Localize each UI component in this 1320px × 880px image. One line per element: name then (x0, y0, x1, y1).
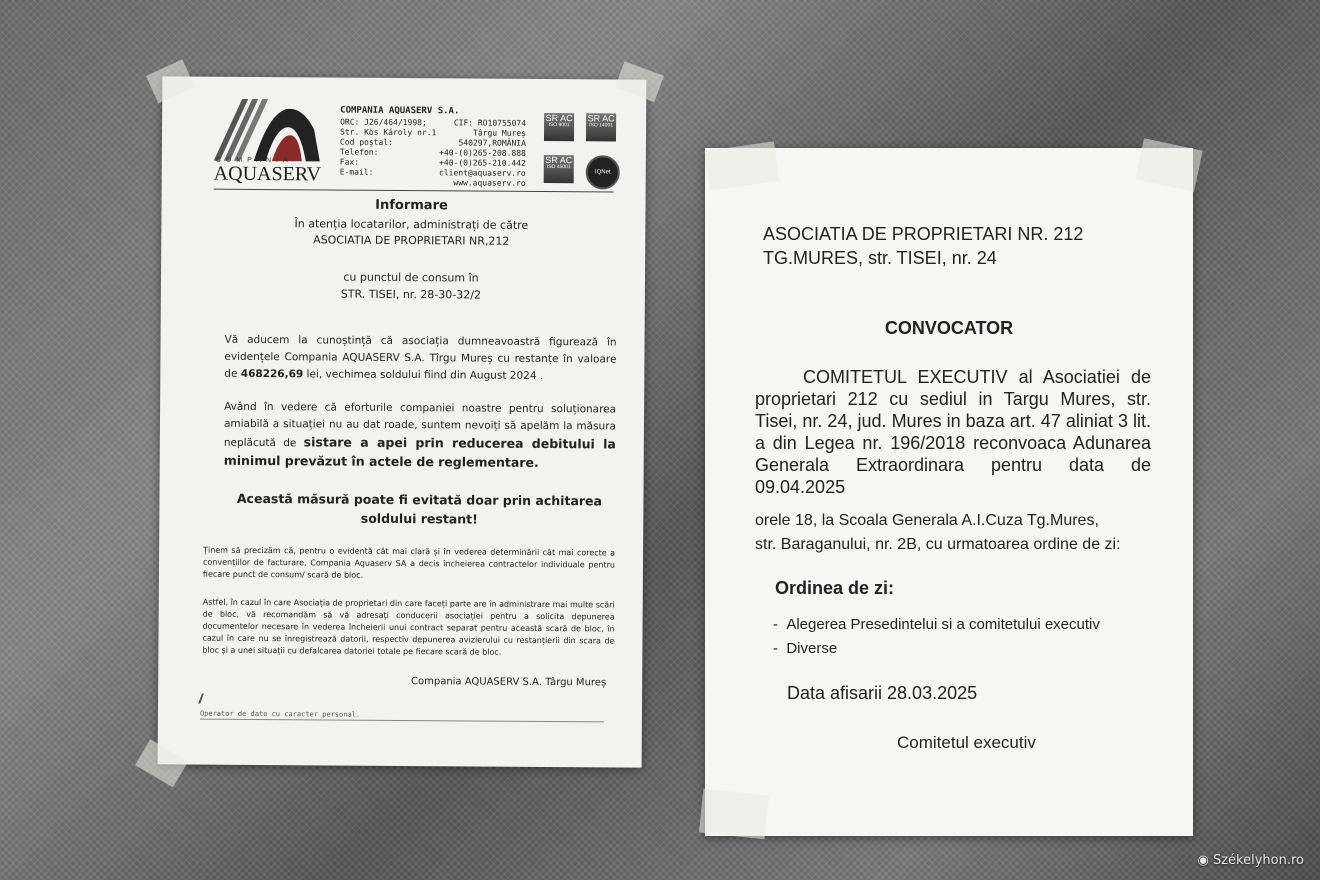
attention-line-1: În atenția locatarilor, administrați de către (294, 217, 529, 232)
agenda-item-text: Diverse (786, 640, 838, 657)
postal-label: Cod poștal: (339, 137, 393, 147)
paragraph-measure (224, 399, 616, 474)
watermark-logo-icon: ◉ (1197, 853, 1209, 868)
convocation-street: str. Baraganului, nr. 2B, cu urmatoarea ordine de zi: (755, 536, 1121, 553)
small-paragraph-2: Astfel, în cazul în care Asociația de proprietari din care faceți parte are în administrare mai multe scări de bloc, vă recomandăm să vă adresați conducerii asociației pentru a solicita depunerea documentelor necesare în vederea încheierii unui contract separat pentru această scară de bloc, în cazul în care nu se înregistrează datorii, respectiv depunerea avizierului cu restanțierii din scara de bloc și a unei situații cu defalcarea datoriei totale pe fiecare scară de bloc. (202, 597, 615, 657)
para1-end: lei, vechimea soldului fiind din August 2024 . (306, 368, 544, 382)
company-city: Târgu Mureș (473, 128, 527, 138)
attention-line-2: ASOCIATIA DE PROPRIETARI NR,212 (313, 233, 510, 248)
tape-strip (699, 789, 769, 840)
email-label: E-mail: (339, 167, 374, 177)
cert-standard: ISO 9001 (548, 122, 570, 129)
watermark (1197, 853, 1304, 868)
para2-bold: sistare a apei prin reducerea debitului la minimul prevăzut în actele de reglementare. (223, 434, 616, 470)
para1-text: Vă aducem la cunoștință că asociația dumneavoastră figurează în evidențele Compania AQUASERV S.A. Tîrgu Mureș cu restanțe în valoare de (224, 333, 617, 380)
agenda-title: Ordinea de zi: (775, 578, 895, 598)
cert-standard: ISO 45001 (546, 164, 571, 171)
phone-value: +40-(0)265-208.888 (439, 148, 526, 158)
email-value: client@aquaserv.ro (439, 168, 526, 178)
footer-divider (200, 719, 604, 723)
convocation-body: COMITETUL EXECUTIV al Asociatiei de proprietari 212 cu sediul in Targu Mures, str. Tisei, nr. 24, jud. Mures in baza art. 47 aliniat 3 lit. a din Legea nr. 196/2018 reconvoaca Adunarea Generala Extraordinara pentru data de 09.04.2025 (755, 367, 1151, 497)
tape-strip (705, 141, 780, 190)
company-street: Str. Kös Károly nr.1 (339, 127, 437, 138)
paragraph-debt (224, 332, 616, 386)
footer-logo-icon (198, 694, 212, 704)
para2-text: Având în vedere că eforturile companiei noastre pentru soluționarea amiabilă a situației nu au dat roade, suntem nevoiți să apelăm la măsura neplăcută de (223, 400, 617, 450)
convocator-title: CONVOCATOR (884, 318, 1014, 338)
company-orc: ORC: J26/464/1998; (340, 117, 427, 128)
company-website: www.aquaserv.ro (453, 178, 526, 188)
logo-subtitle: COMPANIA (215, 156, 293, 165)
company-cif: CIF: RO10755074 (453, 118, 527, 128)
header-divider (214, 189, 614, 193)
fax-label: Fax: (339, 157, 360, 167)
tape-strip (135, 739, 188, 787)
company-signature: Compania AQUASERV S.A. Târgu Mureș (410, 676, 607, 689)
small-paragraph-1: Ținem să precizăm că, pentru o evidentă cât mai clară și în vederea determinării cât mai corecte a convențiilor de facturare, Compania Aquaserv SA a decis încheierea contractelor individuale pentru fiecare punct de consum/ scară de bloc. (202, 545, 616, 580)
tape-strip (1135, 138, 1202, 192)
tape-strip (615, 61, 664, 102)
company-name: COMPANIA AQUASERV S.A. (340, 105, 460, 117)
watermark-text: Székelyhon.ro (1212, 853, 1304, 868)
cert-label: SR AC (587, 113, 615, 124)
notice-title: Informare (375, 197, 448, 214)
cert-standard: ISO 14001 (589, 122, 614, 129)
agenda-item: - Alegerea Presedintelui si a comitetului executiv (773, 616, 1100, 633)
debt-amount: 468226,69 (240, 367, 304, 381)
iqnet-badge-icon: IQNet (586, 155, 620, 189)
cert-label: SR AC (545, 154, 573, 166)
consumption-line-2: STR. TISEI, nr. 28-30-32/2 (340, 287, 482, 302)
association-address: TG.MURES, str. TISEI, nr. 24 (763, 248, 997, 268)
posted-date: Data afisarii 28.03.2025 (787, 683, 978, 703)
consumption-line-1: cu punctul de consum în (343, 270, 479, 285)
association-name: ASOCIATIA DE PROPRIETARI NR. 212 (763, 224, 1084, 244)
fax-value: +40-(0)265-210.442 (439, 158, 526, 168)
warning-text: Această măsură poate fi evitată doar prin achitarea soldului restant! (236, 490, 603, 527)
postal-value: 540297,ROMÂNIA (458, 138, 526, 148)
cert-label: SR AC (545, 112, 573, 124)
agenda-item-text: Alegerea Presedintelui si a comitetului executiv (786, 616, 1100, 633)
agenda-item: - Diverse (773, 640, 838, 657)
company-details (340, 106, 527, 189)
convocator-notice-sheet (705, 148, 1193, 836)
aquaserv-notice-sheet (158, 76, 647, 767)
committee-signature: Comitetul executiv (897, 733, 1036, 752)
convocation-time-place: orele 18, la Scoala Generala A.I.Cuza Tg.Mures, (755, 512, 1099, 529)
phone-label: Telefon: (339, 147, 379, 157)
certification-badge-icon (544, 155, 574, 183)
certification-badge-icon (586, 113, 616, 141)
logo-name: AQUASERV (213, 162, 322, 186)
certification-badge-icon (544, 113, 574, 141)
footer-text: Operator de date cu caracter personal. (199, 709, 361, 719)
tape-strip (146, 59, 195, 103)
